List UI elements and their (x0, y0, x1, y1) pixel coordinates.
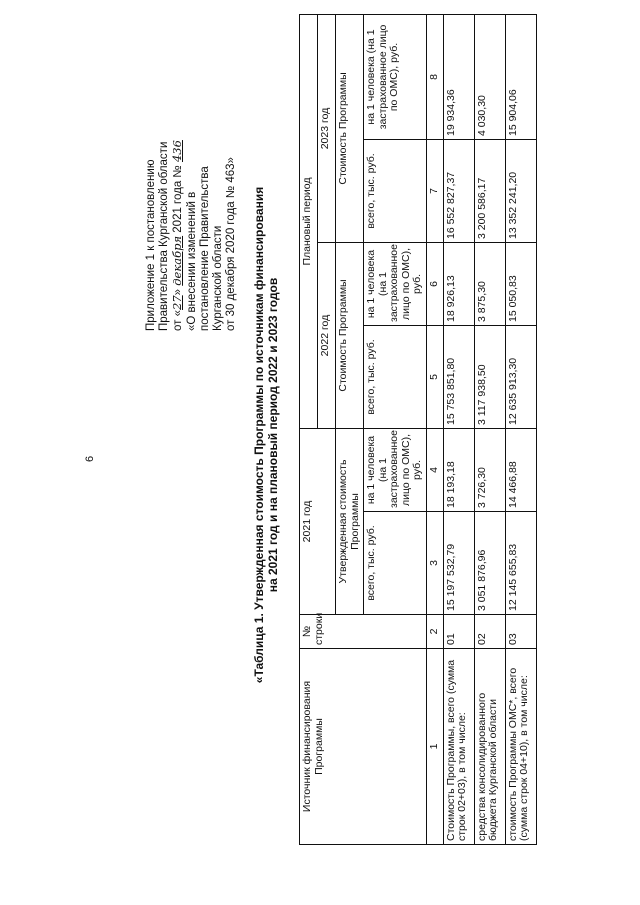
table-title-line: на 2021 год и на плановый период 2022 и 2023 годов (266, 277, 280, 593)
row-source: Стоимость Программы, всего (сумма строк 02+03), в том числе: (443, 649, 474, 845)
column-number: 7 (426, 140, 443, 243)
row-number: 02 (474, 615, 505, 649)
col-header-approved-cost: Утвержденная стоимость Программы (336, 429, 364, 615)
col-header-per-person: на 1 человека (на 1 застрахованное лицо по ОМС), руб. (364, 14, 427, 139)
column-number: 1 (426, 649, 443, 845)
column-number: 2 (426, 615, 443, 649)
page-number: 6 (84, 455, 96, 462)
appendix-line: Правительства Курганской области (158, 141, 171, 331)
table-row (443, 14, 474, 844)
cell-total-2022: 15 753 851,80 (443, 326, 474, 429)
cell-per-person-2021: 14 466,88 (505, 429, 536, 512)
cell-per-person-2022: 15 050,83 (505, 243, 536, 326)
col-header-total: всего, тыс. руб. (364, 326, 427, 429)
cell-per-person-2021: 3 726,30 (474, 429, 505, 512)
row-source: стоимость Программы ОМС*, всего (сумма строк 04+10), в том числе: (505, 649, 536, 845)
col-header-per-person: на 1 человека (на 1 застрахованное лицо по ОМС), руб. (364, 429, 427, 512)
column-number: 4 (426, 429, 443, 512)
header-row-1 (300, 14, 318, 844)
col-header-2022: 2022 год (318, 243, 336, 429)
table-row (474, 14, 505, 844)
column-number: 5 (426, 326, 443, 429)
cell-total-2021: 3 051 876,96 (474, 512, 505, 615)
row-number: 01 (443, 615, 474, 649)
cell-per-person-2023: 19 934,36 (443, 14, 474, 139)
cell-total-2023: 16 552 827,37 (443, 140, 474, 243)
appendix-line: Приложение 1 к постановлению (145, 159, 157, 331)
date-mid: » (172, 285, 185, 296)
appendix-line: от 30 декабря 2020 года № 463» (225, 157, 238, 331)
col-header-2021: 2021 год (300, 429, 336, 615)
cell-total-2023: 13 352 241,20 (505, 140, 536, 243)
appendix-line: «О внесении изменений в (185, 191, 198, 331)
handwritten-day: 27 (170, 295, 185, 310)
col-header-total: всего, тыс. руб. (364, 512, 427, 615)
cell-total-2022: 3 117 938,50 (474, 326, 505, 429)
handwritten-number: 436 (170, 140, 185, 163)
column-number-row (426, 14, 443, 844)
financing-table (299, 14, 537, 845)
cell-total-2021: 12 145 655,83 (505, 512, 536, 615)
col-header-per-person: на 1 человека (на 1 застрахованное лицо по ОМС), руб. (364, 243, 427, 326)
col-header-total: всего, тыс. руб. (364, 140, 427, 243)
table-row (505, 14, 536, 844)
column-number: 8 (426, 14, 443, 139)
appendix-date-line (171, 11, 185, 331)
date-year: 2021 года № (172, 162, 185, 236)
handwritten-month: декабря (170, 235, 185, 286)
appendix-line: постановление Правительства (198, 166, 211, 331)
column-number: 3 (426, 512, 443, 615)
row-source: средства консолидированного бюджета Курганской области (474, 649, 505, 845)
col-header-cost-2022: Стоимость Программы (336, 243, 364, 429)
cell-per-person-2022: 18 926,13 (443, 243, 474, 326)
table-title-line: «Таблица 1. Утвержденная стоимость Программы по источникам финансирования (252, 186, 266, 684)
col-header-planned-period: Плановый период (300, 14, 318, 428)
appendix-header (145, 11, 238, 331)
column-number: 6 (426, 243, 443, 326)
cell-total-2023: 3 200 586,17 (474, 140, 505, 243)
col-header-source: Источник финансирования Программы (300, 649, 427, 845)
cell-per-person-2023: 4 030,30 (474, 14, 505, 139)
cell-total-2021: 15 197 532,79 (443, 512, 474, 615)
col-header-row-number: № строки (300, 615, 427, 649)
cell-per-person-2023: 15 904,06 (505, 14, 536, 139)
col-header-2023: 2023 год (318, 14, 336, 242)
date-prefix: от « (172, 309, 185, 331)
row-number: 03 (505, 615, 536, 649)
cell-total-2022: 12 635 913,30 (505, 326, 536, 429)
col-header-cost-2023: Стоимость Программы (336, 14, 364, 242)
cell-per-person-2021: 18 193,18 (443, 429, 474, 512)
table-title (252, 85, 280, 785)
cell-per-person-2022: 3 875,30 (474, 243, 505, 326)
appendix-line: Курганской области (212, 225, 225, 331)
